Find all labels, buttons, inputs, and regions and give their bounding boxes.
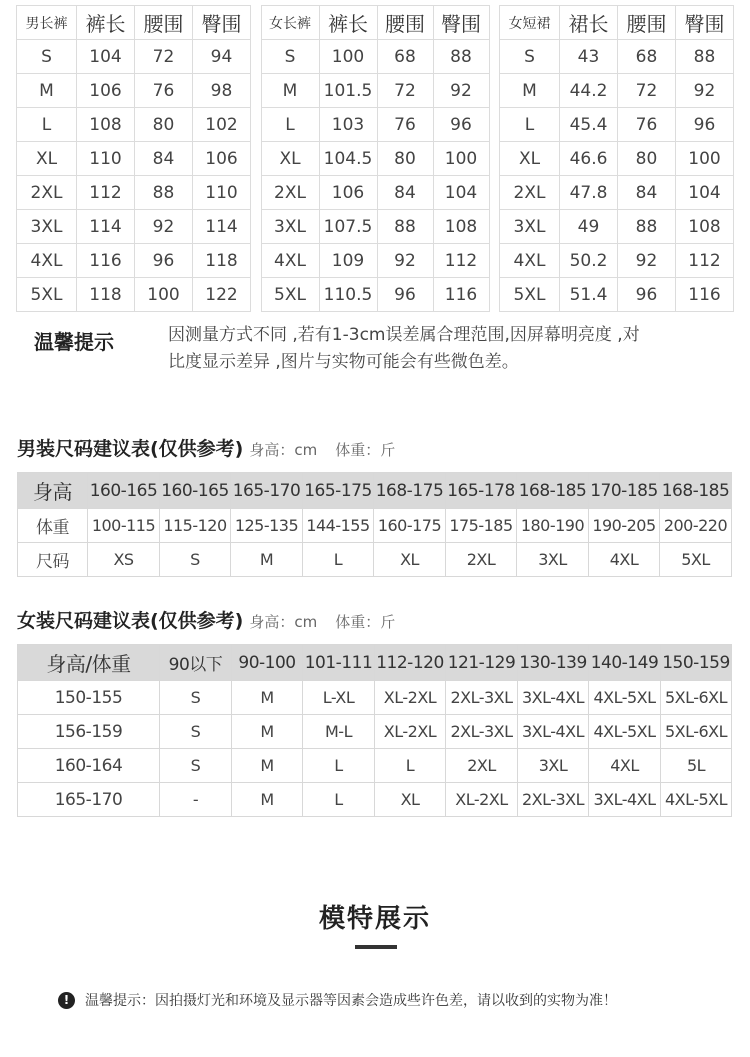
value-cell: 190-205 [589, 509, 660, 543]
value-cell: 112-120 [375, 645, 446, 681]
table-row [17, 176, 251, 210]
value-cell: 92 [433, 74, 489, 108]
value-cell: 200-220 [660, 509, 732, 543]
value-cell: 72 [135, 40, 193, 74]
value-cell: 103 [319, 108, 377, 142]
value-cell: 2XL-3XL [518, 783, 589, 817]
value-cell: 165-175 [303, 473, 374, 509]
table-row [17, 244, 251, 278]
value-cell: 108 [433, 210, 489, 244]
header-cell: 裙长 [560, 6, 618, 40]
row-label-cell: 156-159 [18, 715, 160, 749]
size-cell: L [261, 108, 319, 142]
header-cell: 臀围 [433, 6, 489, 40]
value-cell: 160-165 [88, 473, 160, 509]
table-row [261, 74, 489, 108]
table-row [17, 74, 251, 108]
value-cell: 92 [377, 244, 433, 278]
value-cell: 100-115 [88, 509, 160, 543]
table-row [500, 142, 734, 176]
value-cell: 114 [77, 210, 135, 244]
value-cell: 88 [377, 210, 433, 244]
exclamation-icon: ! [58, 992, 75, 1009]
table-row [261, 210, 489, 244]
value-cell: 101.5 [319, 74, 377, 108]
value-cell: 100 [433, 142, 489, 176]
value-cell: L-XL [303, 681, 375, 715]
table-row [17, 142, 251, 176]
size-cell: M [500, 74, 560, 108]
table-row [500, 278, 734, 312]
value-cell: 80 [377, 142, 433, 176]
value-cell: S [160, 749, 232, 783]
value-cell: 4XL-5XL [661, 783, 732, 817]
value-cell: 168-175 [374, 473, 446, 509]
header-cell: 裤长 [319, 6, 377, 40]
value-cell: 47.8 [560, 176, 618, 210]
value-cell: 84 [135, 142, 193, 176]
men-pants-table [16, 5, 251, 312]
value-cell: M [232, 681, 303, 715]
value-cell: 3XL-4XL [518, 681, 589, 715]
value-cell: 118 [77, 278, 135, 312]
size-cell: 2XL [500, 176, 560, 210]
tip-title: 温馨提示 [34, 330, 114, 354]
size-cell: 5XL [261, 278, 319, 312]
value-cell: 68 [377, 40, 433, 74]
value-cell: XL-2XL [375, 681, 446, 715]
size-cell: M [17, 74, 77, 108]
table-header-row [18, 473, 732, 509]
row-label-cell: 身高 [18, 473, 88, 509]
value-cell: 102 [193, 108, 251, 142]
row-label-cell: 150-155 [18, 681, 160, 715]
value-cell: L [303, 783, 375, 817]
value-cell: M-L [303, 715, 375, 749]
women-size-recommendation-table [17, 644, 732, 817]
size-cell: 3XL [261, 210, 319, 244]
value-cell: 51.4 [560, 278, 618, 312]
size-cell: XL [261, 142, 319, 176]
value-cell: 96 [618, 278, 676, 312]
value-cell: 170-185 [589, 473, 660, 509]
size-cell: XL [17, 142, 77, 176]
value-cell: 116 [433, 278, 489, 312]
value-cell: 109 [319, 244, 377, 278]
tip-text [168, 322, 728, 376]
value-cell: 76 [135, 74, 193, 108]
men-rec-unit-weight: 体重：斤 [335, 441, 396, 459]
value-cell: 43 [560, 40, 618, 74]
value-cell: 160-175 [374, 509, 446, 543]
men-size-recommendation-table [17, 472, 732, 577]
value-cell: 88 [433, 40, 489, 74]
value-cell: 106 [77, 74, 135, 108]
value-cell: 5XL-6XL [661, 681, 732, 715]
value-cell: 3XL-4XL [518, 715, 589, 749]
value-cell: 72 [377, 74, 433, 108]
value-cell: 96 [135, 244, 193, 278]
value-cell: 110 [77, 142, 135, 176]
table-row [18, 749, 732, 783]
value-cell: 92 [618, 244, 676, 278]
model-display-title: 模特展示 [318, 904, 431, 934]
table-row [261, 40, 489, 74]
value-cell: 116 [77, 244, 135, 278]
title-underline [355, 945, 397, 949]
color-difference-tip [58, 990, 617, 1010]
value-cell: 100 [676, 142, 734, 176]
men-rec-title [17, 434, 395, 461]
value-cell: 115-120 [160, 509, 231, 543]
women-skirt-table [499, 5, 734, 312]
value-cell: XL-2XL [446, 783, 518, 817]
value-cell: - [160, 783, 232, 817]
size-cell: 5XL [500, 278, 560, 312]
bottom-tip-text: 温馨提示：因拍摄灯光和环境及显示器等因素会造成些许色差，请以收到的实物为准！ [85, 993, 617, 1009]
value-cell: 45.4 [560, 108, 618, 142]
size-cell: 2XL [261, 176, 319, 210]
value-cell: 121-129 [446, 645, 518, 681]
value-cell: 140-149 [589, 645, 661, 681]
header-cell: 臀围 [676, 6, 734, 40]
table-row [17, 210, 251, 244]
men-rec-unit-height: 身高：cm [249, 441, 318, 459]
value-cell: L [303, 749, 375, 783]
value-cell: 96 [433, 108, 489, 142]
value-cell: 92 [676, 74, 734, 108]
tip-line-1: 因测量方式不同 ,若有1-3cm误差属合理范围,因屏幕明亮度 ,对 [168, 325, 640, 345]
header-cell: 臀围 [193, 6, 251, 40]
table-row [17, 278, 251, 312]
row-label-cell: 160-164 [18, 749, 160, 783]
tip-line-2: 比度显示差异 ,图片与实物可能会有些微色差。 [168, 352, 519, 372]
table-header-row [500, 6, 734, 40]
table-row [261, 244, 489, 278]
size-tables [16, 5, 734, 311]
value-cell: S [160, 681, 232, 715]
value-cell: 112 [77, 176, 135, 210]
value-cell: 2XL-3XL [446, 681, 518, 715]
value-cell: 88 [676, 40, 734, 74]
value-cell: 130-139 [518, 645, 589, 681]
table-row [500, 244, 734, 278]
value-cell: 88 [135, 176, 193, 210]
table-row [500, 108, 734, 142]
value-cell: 96 [377, 278, 433, 312]
value-cell: 68 [618, 40, 676, 74]
value-cell: 168-185 [517, 473, 589, 509]
size-cell: 5XL [17, 278, 77, 312]
size-cell: 4XL [17, 244, 77, 278]
women-rec-unit-weight: 体重：斤 [335, 613, 396, 631]
size-cell: 4XL [500, 244, 560, 278]
value-cell: 108 [77, 108, 135, 142]
value-cell: M [232, 749, 303, 783]
value-cell: 3XL [517, 543, 589, 577]
value-cell: 108 [676, 210, 734, 244]
table-header-row [261, 6, 489, 40]
table-row [18, 543, 732, 577]
table-row [18, 681, 732, 715]
value-cell: 112 [433, 244, 489, 278]
header-cell: 女长裤 [261, 6, 319, 40]
value-cell: 4XL [589, 543, 660, 577]
value-cell: 90-100 [232, 645, 303, 681]
value-cell: 2XL [446, 543, 517, 577]
value-cell: 5XL-6XL [661, 715, 732, 749]
value-cell: 104 [433, 176, 489, 210]
value-cell: L [303, 543, 374, 577]
value-cell: 2XL [446, 749, 518, 783]
table-row [261, 108, 489, 142]
value-cell: 92 [135, 210, 193, 244]
size-cell: 4XL [261, 244, 319, 278]
value-cell: 94 [193, 40, 251, 74]
value-cell: 165-178 [446, 473, 517, 509]
value-cell: 5XL [660, 543, 732, 577]
table-row [18, 509, 732, 543]
value-cell: XL [375, 783, 446, 817]
value-cell: 44.2 [560, 74, 618, 108]
header-cell: 腰围 [618, 6, 676, 40]
value-cell: 49 [560, 210, 618, 244]
row-label-cell: 身高/体重 [18, 645, 160, 681]
header-cell: 裤长 [77, 6, 135, 40]
value-cell: 112 [676, 244, 734, 278]
value-cell: 3XL-4XL [589, 783, 661, 817]
value-cell: 80 [135, 108, 193, 142]
row-label-cell: 尺码 [18, 543, 88, 577]
table-row [17, 40, 251, 74]
value-cell: 106 [319, 176, 377, 210]
table-row [500, 210, 734, 244]
table-row [261, 176, 489, 210]
value-cell: M [232, 715, 303, 749]
row-label-cell: 体重 [18, 509, 88, 543]
table-row [261, 142, 489, 176]
value-cell: 175-185 [446, 509, 517, 543]
women-rec-unit-height: 身高：cm [249, 613, 318, 631]
value-cell: 104 [77, 40, 135, 74]
value-cell: 122 [193, 278, 251, 312]
value-cell: 3XL [518, 749, 589, 783]
table-header-row [17, 6, 251, 40]
row-label-cell: 165-170 [18, 783, 160, 817]
value-cell: 84 [377, 176, 433, 210]
size-cell: 3XL [17, 210, 77, 244]
value-cell: 114 [193, 210, 251, 244]
value-cell: 100 [135, 278, 193, 312]
value-cell: 110 [193, 176, 251, 210]
value-cell: S [160, 715, 232, 749]
value-cell: 104.5 [319, 142, 377, 176]
value-cell: 4XL-5XL [589, 715, 661, 749]
value-cell: M [232, 783, 303, 817]
value-cell: 76 [377, 108, 433, 142]
value-cell: 110.5 [319, 278, 377, 312]
value-cell: 180-190 [517, 509, 589, 543]
size-cell: S [261, 40, 319, 74]
value-cell: 90以下 [160, 645, 232, 681]
value-cell: XS [88, 543, 160, 577]
size-cell: M [261, 74, 319, 108]
table-row [17, 108, 251, 142]
value-cell: 4XL [589, 749, 661, 783]
value-cell: 96 [676, 108, 734, 142]
value-cell: 50.2 [560, 244, 618, 278]
value-cell: 72 [618, 74, 676, 108]
value-cell: 160-165 [160, 473, 231, 509]
table-row [261, 278, 489, 312]
value-cell: 168-185 [660, 473, 732, 509]
women-rec-title [17, 606, 395, 633]
size-cell: S [500, 40, 560, 74]
value-cell: 125-135 [231, 509, 303, 543]
value-cell: 46.6 [560, 142, 618, 176]
men-rec-title-text: 男装尺码建议表(仅供参考) [17, 438, 244, 460]
value-cell: 76 [618, 108, 676, 142]
table-row [500, 40, 734, 74]
table-row [500, 74, 734, 108]
size-cell: L [17, 108, 77, 142]
size-cell: 3XL [500, 210, 560, 244]
value-cell: 101-111 [303, 645, 375, 681]
value-cell: 150-159 [661, 645, 732, 681]
table-header-row [18, 645, 732, 681]
measurement-tip [34, 322, 734, 376]
value-cell: 116 [676, 278, 734, 312]
value-cell: 144-155 [303, 509, 374, 543]
size-cell: XL [500, 142, 560, 176]
value-cell: 88 [618, 210, 676, 244]
value-cell: 104 [676, 176, 734, 210]
size-cell: S [17, 40, 77, 74]
value-cell: 4XL-5XL [589, 681, 661, 715]
value-cell: 118 [193, 244, 251, 278]
size-cell: 2XL [17, 176, 77, 210]
value-cell: 107.5 [319, 210, 377, 244]
women-rec-title-text: 女装尺码建议表(仅供参考) [17, 610, 244, 632]
value-cell: XL-2XL [375, 715, 446, 749]
header-cell: 男长裤 [17, 6, 77, 40]
table-row [18, 715, 732, 749]
women-pants-table [261, 5, 490, 312]
value-cell: 2XL-3XL [446, 715, 518, 749]
value-cell: 98 [193, 74, 251, 108]
value-cell: L [375, 749, 446, 783]
table-row [500, 176, 734, 210]
value-cell: 5L [661, 749, 732, 783]
value-cell: S [160, 543, 231, 577]
value-cell: 84 [618, 176, 676, 210]
value-cell: XL [374, 543, 446, 577]
header-cell: 腰围 [377, 6, 433, 40]
table-row [18, 783, 732, 817]
value-cell: 100 [319, 40, 377, 74]
value-cell: 80 [618, 142, 676, 176]
header-cell: 腰围 [135, 6, 193, 40]
value-cell: 165-170 [231, 473, 303, 509]
header-cell: 女短裙 [500, 6, 560, 40]
size-cell: L [500, 108, 560, 142]
value-cell: 106 [193, 142, 251, 176]
value-cell: M [231, 543, 303, 577]
